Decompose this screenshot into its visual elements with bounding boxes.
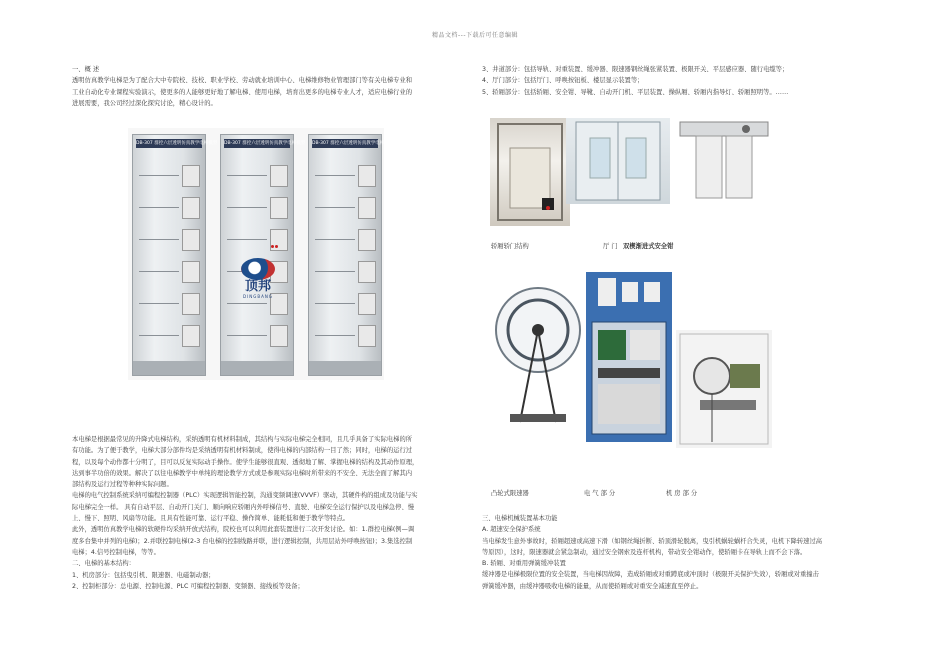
structure-item: 3、井道部分：包括导轨、对重装置、缓冲器、限速器钢丝绳张紧装置、极限开关、平层感应器、随行电缆等；: [482, 66, 789, 73]
desc-line: 本电梯是根据最常见的升降式电梯结构，采纳透明有机材料制成，其结构与实际电梯完全相同，且几乎具备了实际电梯的所: [72, 436, 413, 443]
brand-logo: [228, 258, 288, 310]
machine-room-caption: 机 房 部 分: [666, 490, 698, 497]
logo-icon: [241, 258, 275, 280]
desc-line: 此外，透明仿真教学电梯的软硬件均采纳开放式结构，院校也可以利用此套装置进行二次开发讨论。如：1.群控电梯(例—调: [72, 526, 415, 534]
desc-line: 部结构及运行过程等种种实际问题。: [72, 481, 173, 489]
mechanical-functions-section: [482, 513, 882, 592]
structure-item: 5、轿厢部分：包括轿厢、安全钳、导靴、自动开门机、平层装置、操纵厢、轿厢内指导灯、轿厢照明等。……: [482, 88, 789, 96]
overview-section: [72, 64, 467, 109]
elevator-models-photo: [128, 128, 394, 380]
function-b-line: 弹簧缓冲器，由缓冲器吸收电梯的能量，从而使轿厢或对重安全减速直至停止。: [482, 582, 703, 590]
governor-caption: 凸轮式限速器: [491, 490, 529, 497]
car-frame-photo: [490, 118, 570, 226]
function-a-line: 等原因），这时，限速器就会紧急制动，通过安全钢索及连杆机构，带动安全钳动作，使轿厢卡在导轨上而不会下落。: [482, 548, 807, 556]
cabinet-title: DB-307 群控六层透明仿真教学电梯模型: [136, 141, 218, 146]
machine-room-photo: [676, 330, 772, 448]
elevator-cabinet: [308, 134, 394, 376]
car-frame-caption: 轿厢轿门结构: [491, 243, 529, 250]
description-section: [72, 434, 467, 592]
door-caption: 厅 门: [603, 243, 618, 250]
overview-heading: 一、概 述: [72, 66, 100, 73]
structure-heading: 二、电梯的基本结构：: [72, 560, 135, 568]
functions-heading: 三、电梯机械装置基本功能: [482, 515, 558, 522]
overview-line: 进展需要，我公司经过深化探究讨论，精心设计的。: [72, 99, 217, 107]
governor-photo: [490, 272, 582, 428]
desc-line: 上、慢下、照明、风扇等功能。且具有性能可靠、运行平稳、操作简单、能耗低和便于教学等特点。: [72, 515, 350, 523]
cabinet-title: DB-307 群控六层透明仿真教学电梯模型: [224, 141, 306, 146]
function-b-title: B. 轿厢、对重用弹簧缓冲装置: [482, 560, 566, 568]
desc-line: 程，以及每个动作都十分明了，目可以反复实际动手操作。使学生能够很直观、透彻地了解、掌握电梯的结构及其动作原理，: [72, 458, 419, 466]
safety-gear-caption: 双楔渐进式安全钳: [623, 243, 674, 250]
page-header: 精品文档---下载后可任意编辑: [432, 32, 518, 39]
logo-name: 顶邦: [244, 279, 271, 294]
door-operator-photo: [676, 118, 772, 204]
desc-line: 电梯；4.信号控制电梯，等等。: [72, 548, 160, 556]
electrical-panel-photo: [586, 272, 672, 442]
desc-line: 度多台集中并列的电梯)；2.并联控制电梯(2-3 台电梯的控制线路并联，进行逻辑控制，共用层站外呼唤按钮)；3.集选控制: [72, 537, 413, 545]
desc-line: 有功能。为了便于教学，电梯大部分部件均是采纳透明有机材料制成，使得电梯的内部结构一目了然；同时，电梯的运行过: [72, 447, 413, 455]
structure-item: 1、机房部分：包括曳引机、限速器、电磁制动器；: [72, 571, 215, 579]
elevator-cabinet: [220, 134, 306, 376]
overview-line: 工业自动化专业课程实验演示，使更多的人能够更好地了解电梯、使用电梯，培育出更多的电梯专业人才，适应电梯行业的: [72, 88, 413, 96]
structure-item: 2、控制柜部分：总电源、控制电源、PLC 可编程控制器、变频器、接线板等设备；: [72, 582, 304, 590]
logo-sub: DINGBANG: [243, 294, 273, 299]
elevator-cabinet: [132, 134, 218, 376]
cabinet-title: DB-307 群控六层透明仿真教学电梯模型: [312, 141, 394, 146]
structure-item: 4、厅门部分：包括厅门、呼唤按钮板、楼层显示装置等；: [482, 77, 644, 85]
electrical-caption: 电 气 部 分: [584, 490, 616, 497]
function-a-line: 当电梯发生意外事故时，轿厢超速或高速下滑（如钢丝绳折断、轿顶滑轮脱离，曳引机蜗轮蜗杆合失灵，电机下降转速过高: [482, 537, 823, 545]
structure-continued: [482, 64, 882, 98]
function-a-title: A. 超速安全保护系统: [482, 526, 541, 534]
desc-line: 际电梯完全一样。 具有自动平层、自动开门关门、顺向响应轿厢内外呼梯信号、直驶、电梯安全运行保护以及电梯急停、慢: [72, 503, 415, 511]
desc-line: 电梯的电气控制系统采纳可编程控制器（PLC）实现逻辑智能控制，沟通变频调速(VVVF）驱动，其硬件构的组成及功能与实: [72, 492, 418, 500]
landing-door-photo: [566, 118, 670, 204]
function-b-line: 缓冲器是电梯极限位置的安全装置，当电梯因故障，造成轿厢或对重蹲底或冲顶时（极限开关保护失效），轿厢或对重撞击: [482, 571, 819, 579]
overview-line: 透明仿真教学电梯是为了配合大中专院校、技校、职业学校、劳动就业培训中心、电梯维修物业管理部门等有关电梯专业和: [72, 77, 413, 85]
desc-line: 达到事半功倍的效果。解决了以往电梯教学中单纯的理论教学方式或是参观实际电梯时所带来的不安全、无法全面了解其内: [72, 469, 413, 477]
